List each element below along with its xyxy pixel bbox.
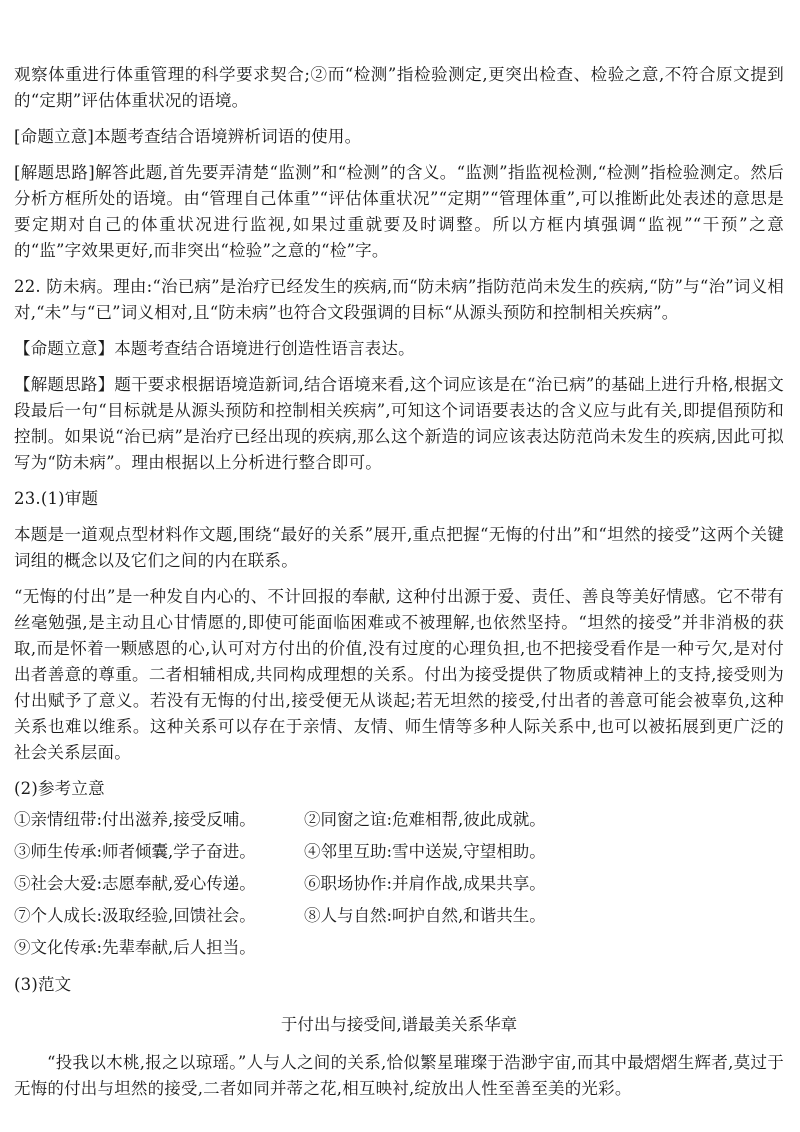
paragraph: 观察体重进行体重管理的科学要求契合;②而“检测”指检验测定,更突出检查、检验之意,不符合原文提到的“定期”评估体重状况的语境。 — [14, 65, 784, 110]
document-page — [14, 62, 784, 1112]
section-heading: (2)参考立意 — [14, 779, 105, 798]
paragraph: [命题立意]本题考查结合语境辨析词语的使用。 — [14, 127, 362, 146]
idea-list — [14, 808, 784, 960]
idea-item: ⑧人与自然:呵护自然,和谐共生。 — [304, 906, 546, 925]
paragraph: 22. 防未病。理由:“治已病”是治疗已经发生的疾病,而“防未病”指防范尚未发生的疾病,“防”与“治”词义相对,“未”与“已”词义相对,且“防未病”也符合文段强调的目标“从源头预防和控制相关疾病”。 — [14, 277, 784, 322]
paragraph: “无悔的付出”是一种发自内心的、不计回报的奉献, 这种付出源于爱、责任、善良等美好情感。它不带有丝毫勉强,是主动且心甘情愿的,即使可能面临困难或不被理解,也依然坚持。“坦然的接受”并非消极的获取,而是怀着一颗感恩的心,认可对方付出的价值,没有过度的心理负担,也不把接受看作是一种亏欠,是对付出者善意的尊重。二者相辅相成,共同构成理想的关系。付出为接受提供了物质或精神上的支持,接受则为付出赋予了意义。若没有无悔的付出,接受便无从谈起;若无坦然的接受,付出者的善意可能会被辜负,这种关系也难以维系。这种关系可以存在于亲情、友情、师生情等多种人际关系中,也可以被拓展到更广泛的社会关系层面。 — [14, 587, 784, 762]
paragraph: 【命题立意】本题考查结合语境进行创造性语言表达。 — [14, 339, 415, 358]
idea-item: ②同窗之谊:危难相帮,彼此成就。 — [304, 810, 546, 829]
idea-item: ④邻里互助:雪中送炭,守望相助。 — [304, 842, 546, 861]
essay-paragraph: “投我以木桃,报之以琼瑶。”人与人之间的关系,恰似繁星璀璨于浩渺宇宙,而其中最熠熠生辉者,莫过于无悔的付出与坦然的接受,二者如同并蒂之花,相互映衬,绽放出人性至善至美的光彩。 — [14, 1053, 784, 1098]
idea-item: ⑨文化传承:先辈奉献,后人担当。 — [14, 938, 256, 957]
essay-title: 于付出与接受间,谱最美关系华章 — [280, 1015, 518, 1034]
paragraph: [解题思路]解答此题,首先要弄清楚“监测”和“检测”的含义。“监测”指监视检测,“检测”指检验测定。然后分析方框所处的语境。由“管理自己体重”“评估体重状况”“定期”“管理体重”,可以推断此处表述的意思是要定期对自己的体重状况进行监视,如果过重就要及时调整。所以方框内填强调“监视”“干预”之意的“监”字效果更好,而非突出“检验”之意的“检”字。 — [14, 163, 784, 260]
idea-item: ⑦个人成长:汲取经验,回馈社会。 — [14, 906, 256, 925]
paragraph: 【解题思路】题干要求根据语境造新词,结合语境来看,这个词应该是在“治已病”的基础上进行升格,根据文段最后一句“目标就是从源头预防和控制相关疾病”,可知这个词语要表达的含义应与此有关,即提倡预防和控制。如果说“治已病”是治疗已经出现的疾病,那么这个新造的词应该表达防范尚未发生的疾病,因此可拟写为“防未病”。理由根据以上分析进行整合即可。 — [14, 375, 784, 472]
section-heading: 23.(1)审题 — [14, 489, 99, 508]
idea-item: ③师生传承:师者倾囊,学子奋进。 — [14, 842, 256, 861]
section-heading: (3)范文 — [14, 975, 72, 994]
idea-item: ⑥职场协作:并肩作战,成果共享。 — [304, 874, 546, 893]
paragraph: 本题是一道观点型材料作文题,围绕“最好的关系”展开,重点把握“无悔的付出”和“坦然的接受”这两个关键词组的概念以及它们之间的内在联系。 — [14, 525, 784, 570]
idea-item: ⑤社会大爱:志愿奉献,爱心传递。 — [14, 874, 256, 893]
idea-item: ①亲情纽带:付出滋养,接受反哺。 — [14, 810, 256, 829]
